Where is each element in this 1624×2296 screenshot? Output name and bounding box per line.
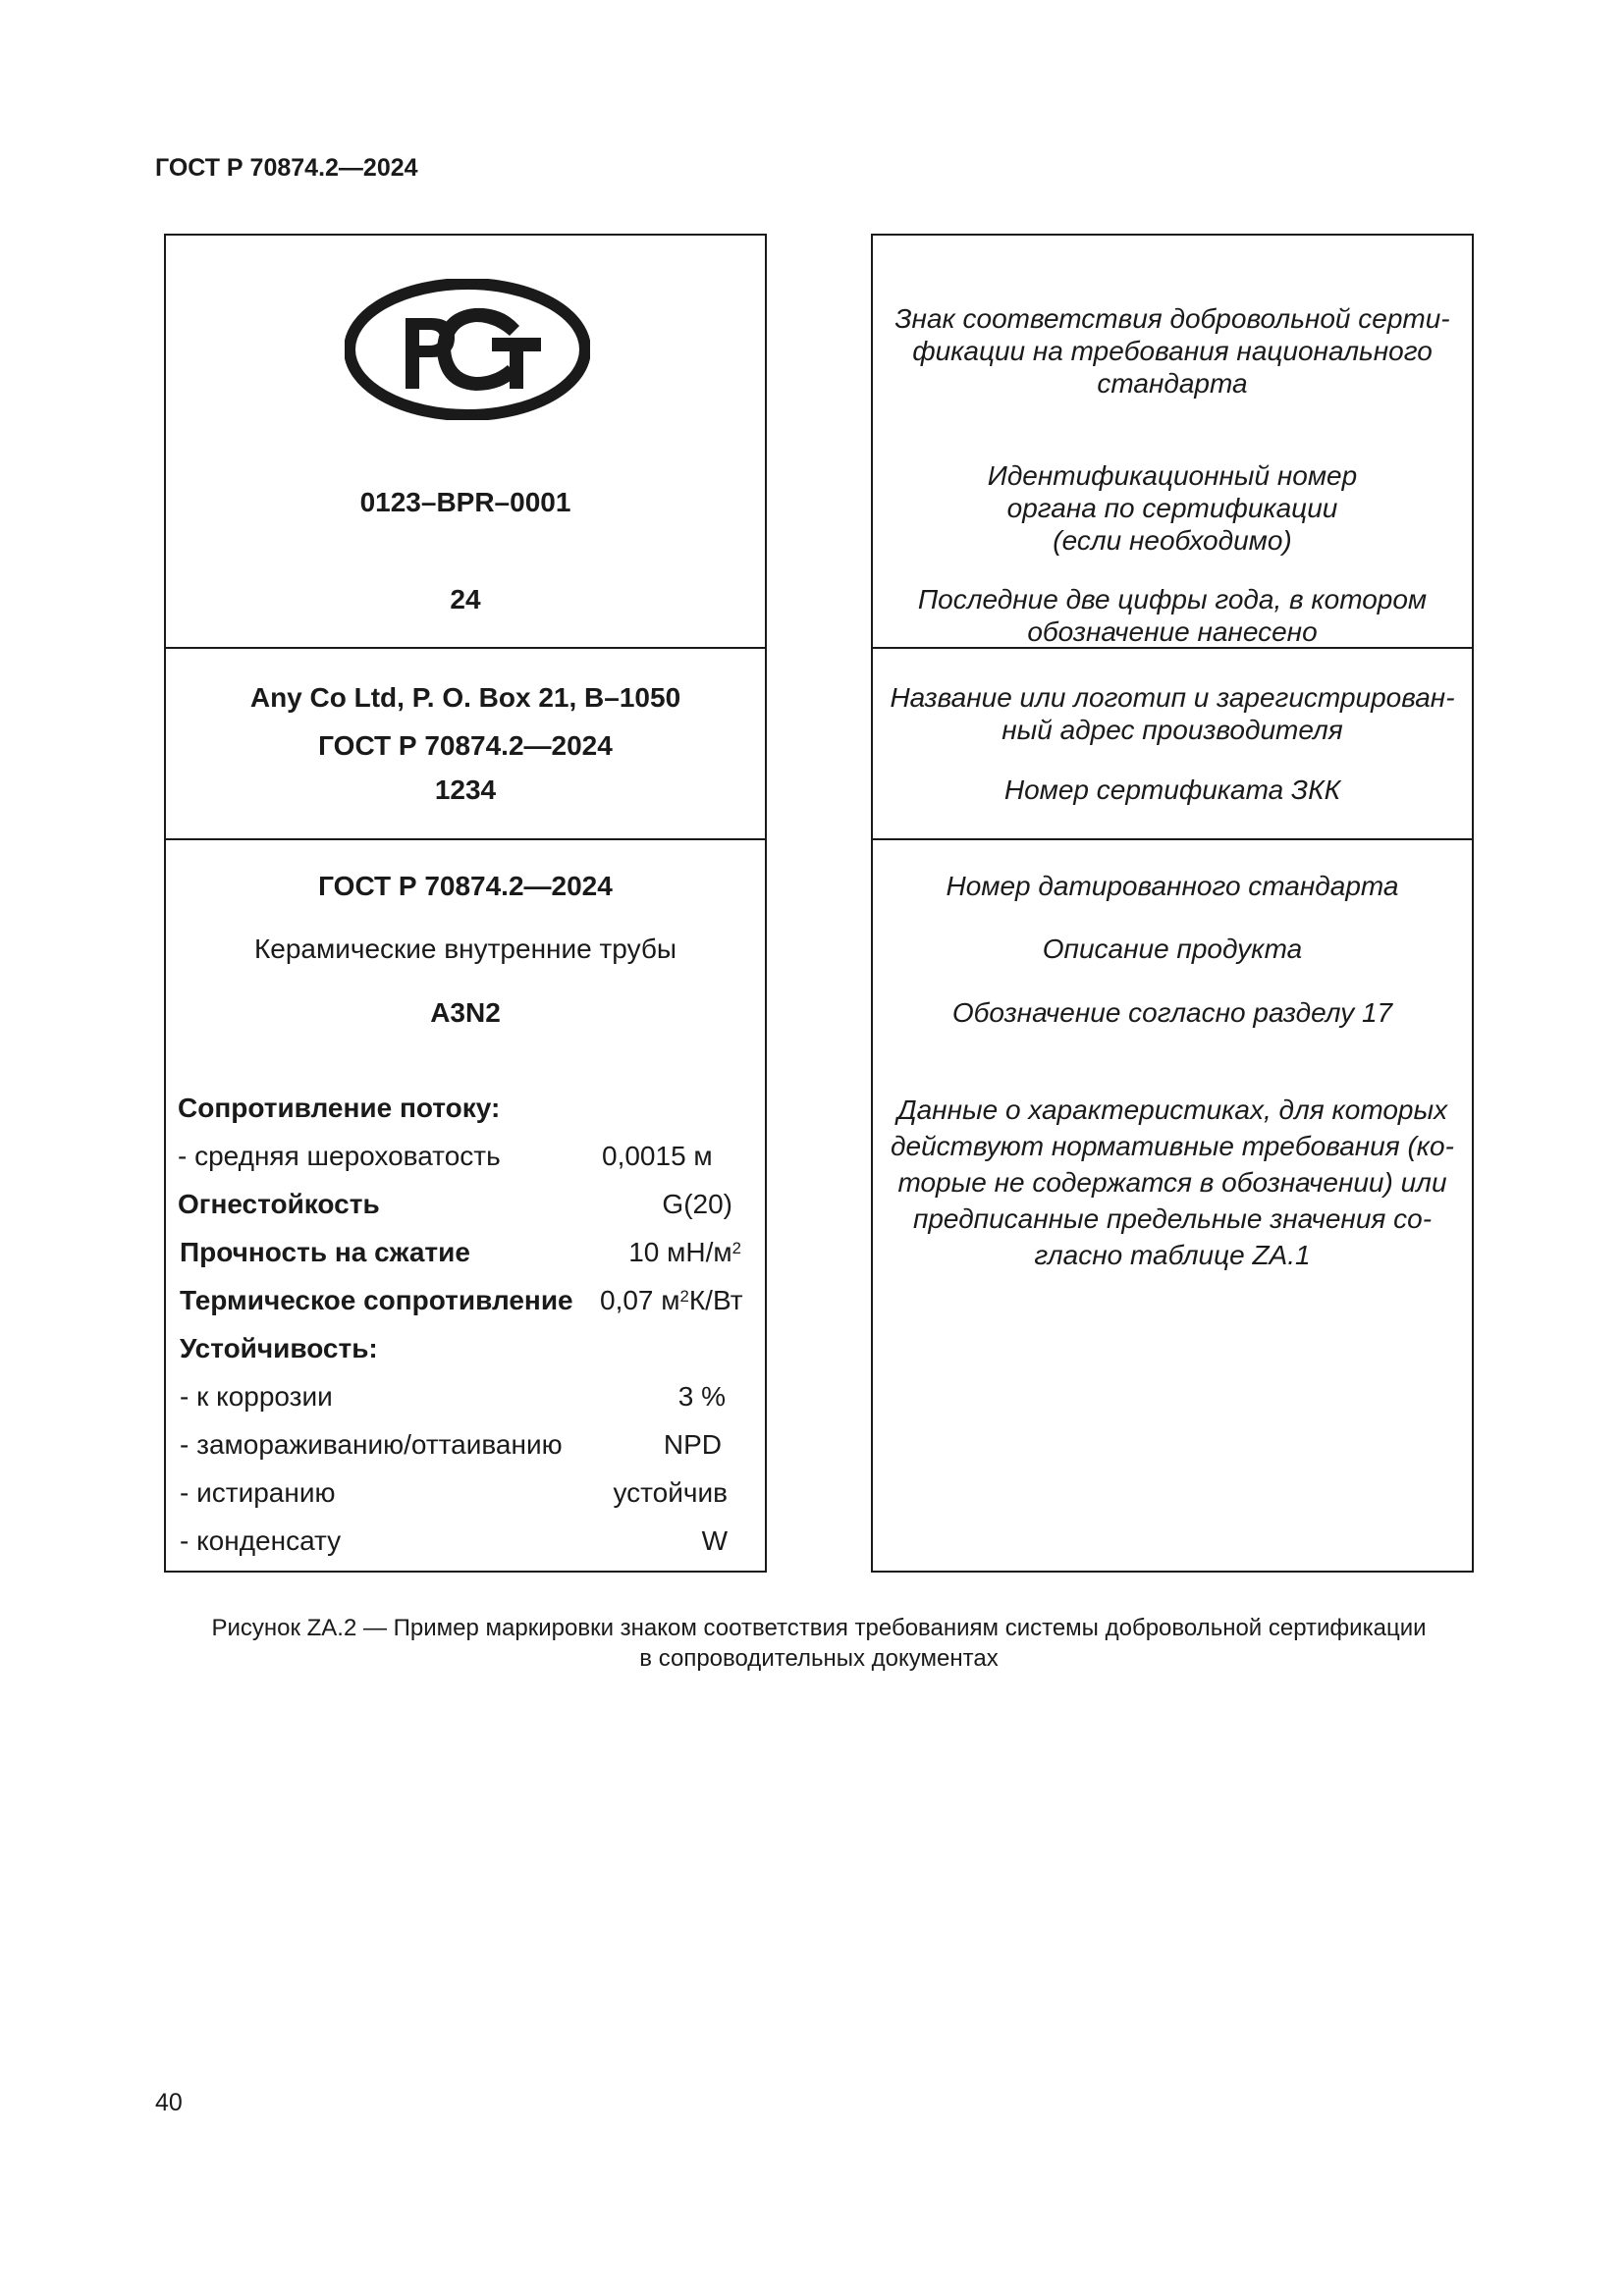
fire-resistance-value: G(20) <box>662 1189 732 1219</box>
abrasion-value: устойчив <box>613 1477 728 1508</box>
divider <box>166 838 765 840</box>
corrosion-value: 3 % <box>677 1381 726 1412</box>
thermal-resistance-value: 0,07 $м^2К/Вт$ <box>600 1285 743 1315</box>
fire-resistance-label: Огнестойкость <box>178 1189 380 1219</box>
marking-example-box <box>164 234 767 1573</box>
compressive-strength-value: 10 $мН/м^2$ <box>628 1237 741 1267</box>
figure-caption <box>164 1613 1474 1674</box>
marking-explanation-box <box>871 234 1474 1573</box>
product-designation: A3N2 <box>430 997 501 1028</box>
dated-standard-description: Номер датированного стандарта <box>946 871 1399 901</box>
flow-resistance-label: Сопротивление потоку: <box>178 1093 501 1123</box>
thermal-resistance-label: Термическое сопротивление <box>180 1285 573 1315</box>
dated-standard: ГОСТ Р 70874.2—2024 <box>318 871 613 901</box>
designation-description: Обозначение согласно разделу 17 <box>951 997 1393 1028</box>
corrosion-label: - к коррозии <box>180 1381 333 1412</box>
compressive-strength-label: Прочность на сжатие <box>180 1237 470 1267</box>
manufacturer-address: Any Co Ltd, P. O. Box 21, B–1050 <box>249 682 681 713</box>
standard-number: ГОСТ Р 70874.2—2024 <box>318 730 613 761</box>
certificate-number: 1234 <box>434 774 497 805</box>
divider <box>873 647 1472 649</box>
page-number: 40 <box>155 2089 183 2116</box>
cert-body-number: 0123–BPR–0001 <box>359 487 571 517</box>
year-digits: 24 <box>450 584 481 614</box>
divider <box>166 647 765 649</box>
product-description-label: Описание продукта <box>1042 934 1303 964</box>
freeze-thaw-value: NPD <box>663 1429 722 1460</box>
rst-mark-icon <box>345 279 590 420</box>
divider <box>873 838 1472 840</box>
id-number-description: Идентификационный номер органа по сертификации (если необходимо) <box>987 460 1358 556</box>
characteristics-description: Данные о характеристиках, для которых действуют нормативные требования (ко-торые не содержатся в обозначении) или предписанные предельные значения со-гласно таблице ZA.1 <box>891 1095 1454 1270</box>
certificate-number-description: Номер сертификата ЗКК <box>1003 774 1341 805</box>
mark-description: Знак соответствия добровольной серти-фикации на требования национального стандарта <box>894 303 1450 399</box>
year-description: Последние две цифры года, в котором обозначение нанесено <box>917 584 1428 647</box>
roughness-label: - средняя шероховатость <box>178 1141 501 1171</box>
condensate-value: W <box>701 1525 728 1556</box>
rst-conformity-mark-logo <box>345 279 590 420</box>
caption-line-1: Рисунок ZA.2 — Пример маркировки знаком соответствия требованиям системы добровольной сертификации <box>211 1615 1427 1641</box>
stability-label: Устойчивость: <box>180 1333 378 1363</box>
document-header: ГОСТ Р 70874.2—2024 <box>155 154 418 182</box>
caption-line-2: в сопроводительных документах <box>639 1645 999 1672</box>
condensate-label: - конденсату <box>180 1525 342 1556</box>
manufacturer-description: Название или логотип и зарегистрирован-ный адрес производителя <box>890 682 1455 745</box>
freeze-thaw-label: - замораживанию/оттаиванию <box>180 1429 563 1460</box>
abrasion-label: - истиранию <box>180 1477 336 1508</box>
product-description: Керамические внутренние трубы <box>253 934 677 964</box>
roughness-value: 0,0015 м <box>602 1141 713 1171</box>
